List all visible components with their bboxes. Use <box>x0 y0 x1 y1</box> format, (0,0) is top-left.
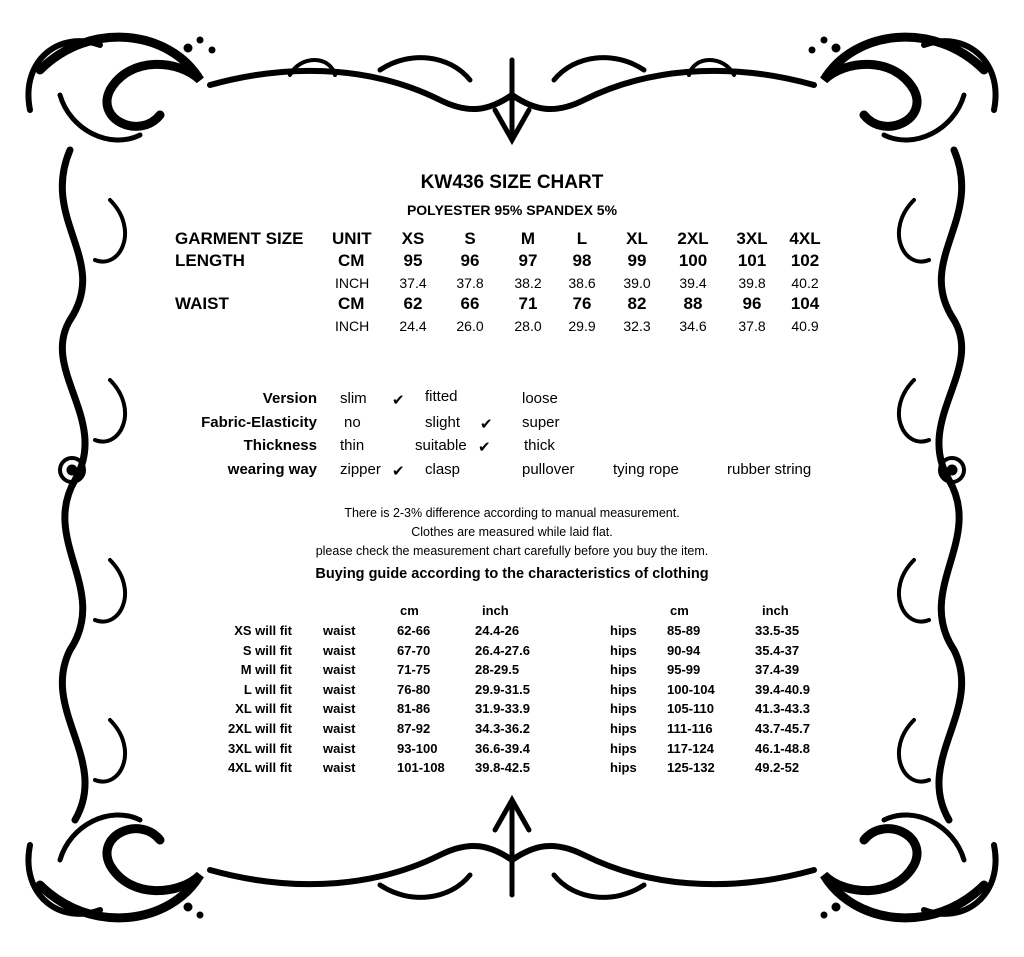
attribute-option: thick <box>524 437 555 454</box>
measurement-label: LENGTH <box>175 251 245 270</box>
guide-fit-label: 4XL will fit <box>227 760 292 776</box>
size-value-cell: 104 <box>790 294 820 313</box>
buying-guide-title: Buying guide according to the characteristics of clothing <box>315 566 709 582</box>
size-value-cell: 39.0 <box>623 275 651 291</box>
size-value-cell: 66 <box>460 294 480 313</box>
guide-waist-label: waist <box>323 701 356 717</box>
attribute-option: suitable <box>415 437 467 454</box>
right-edge-ornament <box>899 150 964 820</box>
size-value-cell: 102 <box>790 251 820 270</box>
attribute-label: wearing way <box>227 461 317 478</box>
size-value-cell: 26.0 <box>456 318 484 334</box>
guide-hips-label: hips <box>610 623 637 638</box>
size-header-cell: 4XL <box>789 229 821 248</box>
attribute-option: zipper <box>340 461 381 478</box>
unit-cell: CM <box>338 251 365 270</box>
guide-hips-label: hips <box>610 681 637 697</box>
guide-waist-label: waist <box>323 760 356 776</box>
attribute-label: Version <box>262 390 317 407</box>
size-value-cell: 39.4 <box>679 275 707 291</box>
guide-waist-inch: 39.8-42.5 <box>475 760 530 776</box>
fabric-composition: POLYESTER 95% SPANDEX 5% <box>406 202 618 218</box>
attribute-option: slim <box>340 390 367 407</box>
guide-hips-cm: 117-124 <box>667 740 714 756</box>
attribute-option: loose <box>522 390 558 407</box>
left-edge-ornament <box>60 150 125 820</box>
size-value-cell: 97 <box>518 251 538 270</box>
size-value-cell: 82 <box>627 294 647 313</box>
guide-hips-label: hips <box>610 760 637 776</box>
garment-size-header: GARMENT SIZE <box>175 229 304 248</box>
guide-waist-label: waist <box>323 623 356 638</box>
attribute-option: clasp <box>425 461 461 478</box>
guide-waist-inch: 26.4-27.6 <box>475 642 530 658</box>
guide-hips-cm: 95-99 <box>667 662 701 678</box>
corner-ornament-bottom-left <box>28 815 203 918</box>
size-header-cell: L <box>576 229 588 248</box>
guide-waist-inch: 36.6-39.4 <box>475 740 530 756</box>
guide-hips-inch: 33.5-35 <box>755 623 800 638</box>
guide-hips-cm: 100-104 <box>667 681 715 697</box>
guide-hips-cm: 111-116 <box>667 721 713 736</box>
size-value-cell: 96 <box>460 251 480 270</box>
guide-waist-cm-header: cm <box>400 603 419 618</box>
unit-cell: INCH <box>335 318 370 334</box>
guide-hips-cm: 90-94 <box>667 642 701 658</box>
guide-fit-label: S will fit <box>242 642 292 658</box>
attribute-option: tying rope <box>613 461 679 478</box>
attribute-option: slight <box>425 414 461 431</box>
guide-hips-label: hips <box>610 662 637 678</box>
size-value-cell: 40.2 <box>791 275 819 291</box>
size-value-cell: 96 <box>742 294 762 313</box>
guide-hips-inch: 39.4-40.9 <box>755 681 810 697</box>
guide-waist-cm: 101-108 <box>397 760 445 776</box>
note-laid-flat: Clothes are measured while laid flat. <box>411 525 613 539</box>
checkmark-icon: ✔ <box>480 416 493 433</box>
guide-hips-label: hips <box>610 642 637 658</box>
size-value-cell: 37.4 <box>399 275 427 291</box>
guide-waist-cm: 93-100 <box>397 740 438 756</box>
guide-fit-label: 3XL will fit <box>227 740 292 756</box>
attribute-label: Fabric-Elasticity <box>201 414 317 431</box>
attribute-option: no <box>344 414 361 431</box>
guide-hips-inch: 46.1-48.8 <box>755 740 810 756</box>
guide-hips-inch: 49.2-52 <box>755 760 800 776</box>
note-check-chart: please check the measurement chart carefully before you buy the item. <box>315 544 709 558</box>
size-value-cell: 76 <box>572 294 592 313</box>
attribute-option: super <box>522 414 560 431</box>
guide-hips-cm-header: cm <box>670 603 689 618</box>
size-value-cell: 95 <box>403 251 423 270</box>
unit-cell: CM <box>338 294 365 313</box>
guide-hips-inch-header: inch <box>762 603 789 618</box>
guide-hips-inch: 41.3-43.3 <box>755 701 810 717</box>
size-value-cell: 62 <box>403 294 423 313</box>
size-value-cell: 98 <box>572 251 592 270</box>
guide-waist-inch: 31.9-33.9 <box>475 701 530 717</box>
guide-waist-inch-header: inch <box>482 603 509 618</box>
guide-waist-cm: 62-66 <box>397 623 431 638</box>
guide-fit-label: L will fit <box>243 681 292 697</box>
size-value-cell: 34.6 <box>679 318 707 334</box>
size-value-cell: 100 <box>678 251 708 270</box>
size-header-cell: XS <box>401 229 425 248</box>
guide-hips-inch: 43.7-45.7 <box>755 721 810 736</box>
guide-hips-inch: 37.4-39 <box>755 662 800 678</box>
guide-hips-inch: 35.4-37 <box>755 642 800 658</box>
checkmark-icon: ✔ <box>392 463 405 480</box>
size-value-cell: 38.6 <box>568 275 596 291</box>
guide-hips-cm: 85-89 <box>667 623 701 638</box>
guide-waist-inch: 28-29.5 <box>475 662 520 678</box>
size-value-cell: 38.2 <box>514 275 542 291</box>
guide-fit-label: XS will fit <box>234 623 292 638</box>
guide-hips-label: hips <box>610 740 637 756</box>
size-header-cell: M <box>520 229 536 248</box>
checkmark-icon: ✔ <box>478 439 491 456</box>
guide-waist-cm: 87-92 <box>397 721 431 736</box>
bottom-edge-ornament <box>210 800 814 897</box>
unit-cell: INCH <box>335 275 370 291</box>
size-value-cell: 88 <box>683 294 703 313</box>
size-value-cell: 32.3 <box>623 318 651 334</box>
size-header-cell: XL <box>626 229 648 248</box>
corner-ornament-bottom-right <box>821 815 996 918</box>
size-value-cell: 37.8 <box>456 275 484 291</box>
guide-waist-label: waist <box>323 721 356 736</box>
attribute-option: pullover <box>522 461 575 478</box>
attribute-option: thin <box>340 437 365 454</box>
unit-header: UNIT <box>332 229 372 248</box>
size-value-cell: 29.9 <box>568 318 596 334</box>
guide-waist-cm: 81-86 <box>397 701 431 717</box>
attribute-label: Thickness <box>243 437 317 454</box>
guide-waist-inch: 24.4-26 <box>475 623 520 638</box>
size-value-cell: 101 <box>737 251 767 270</box>
note-difference: There is 2-3% difference according to manual measurement. <box>344 506 680 520</box>
guide-hips-cm: 105-110 <box>667 701 714 717</box>
guide-waist-inch: 34.3-36.2 <box>475 721 530 736</box>
guide-fit-label: M will fit <box>240 662 292 678</box>
guide-waist-cm: 71-75 <box>397 662 431 678</box>
size-value-cell: 28.0 <box>514 318 542 334</box>
guide-waist-label: waist <box>323 681 356 697</box>
corner-ornament-top-right <box>809 37 996 140</box>
size-value-cell: 39.8 <box>738 275 766 291</box>
size-header-cell: S <box>464 229 476 248</box>
attribute-option: fitted <box>425 388 458 405</box>
size-value-cell: 40.9 <box>791 318 819 334</box>
guide-waist-label: waist <box>323 662 356 678</box>
size-value-cell: 37.8 <box>738 318 766 334</box>
attribute-option: rubber string <box>727 461 812 478</box>
size-value-cell: 24.4 <box>399 318 427 334</box>
guide-waist-label: waist <box>323 642 356 658</box>
measurement-label: WAIST <box>175 294 229 313</box>
guide-hips-label: hips <box>610 721 637 736</box>
size-value-cell: 99 <box>627 251 647 270</box>
guide-fit-label: 2XL will fit <box>227 721 292 736</box>
guide-fit-label: XL will fit <box>235 701 292 717</box>
corner-ornament-top-left <box>28 37 215 140</box>
size-header-cell: 2XL <box>677 229 709 248</box>
guide-waist-inch: 29.9-31.5 <box>475 681 530 697</box>
guide-waist-cm: 67-70 <box>397 642 431 658</box>
guide-hips-cm: 125-132 <box>667 760 715 776</box>
guide-waist-label: waist <box>323 740 356 756</box>
top-edge-ornament <box>210 58 814 140</box>
size-header-cell: 3XL <box>736 229 768 248</box>
size-value-cell: 71 <box>518 294 538 313</box>
guide-waist-cm: 76-80 <box>397 681 431 697</box>
checkmark-icon: ✔ <box>392 392 405 409</box>
guide-hips-label: hips <box>610 701 637 717</box>
chart-title: KW436 SIZE CHART <box>420 172 604 193</box>
